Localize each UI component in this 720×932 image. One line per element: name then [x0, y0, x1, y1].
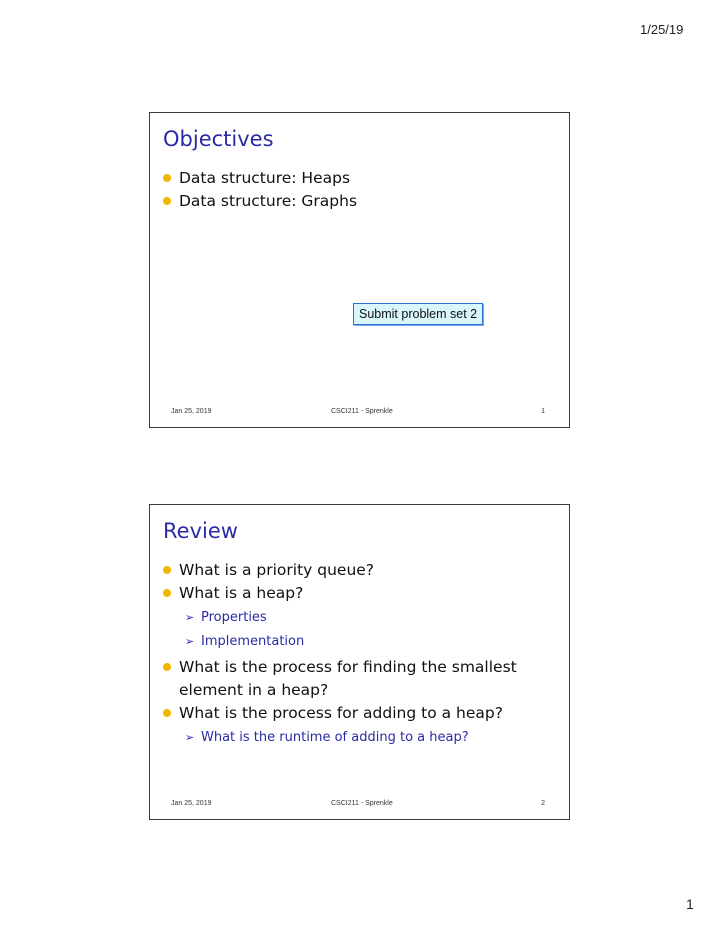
- bullet-item: What is a heap? ➢ Properties ➢ Implementation: [163, 582, 558, 654]
- sub-bullet-item: ➢ What is the runtime of adding to a heap?: [185, 726, 558, 750]
- sub-bullet-item: ➢ Properties: [185, 606, 558, 630]
- footer-date: Jan 25, 2019: [171, 800, 212, 807]
- bullet-dot-icon: [163, 663, 171, 671]
- bullet-item: Data structure: Graphs: [163, 190, 558, 213]
- slide-2: [149, 504, 570, 820]
- arrow-bullet-icon: ➢: [185, 611, 195, 624]
- bullet-dot-icon: [163, 589, 171, 597]
- footer-date: Jan 25, 2019: [171, 408, 212, 415]
- bullet-dot-icon: [163, 174, 171, 182]
- footer-slide-number: 1: [541, 408, 545, 415]
- submit-callout: Submit problem set 2: [353, 303, 483, 325]
- footer-course: CSCI211 - Sprenkle: [331, 800, 393, 807]
- page-number: 1: [686, 896, 694, 912]
- slide-title: Objectives: [163, 127, 274, 151]
- arrow-bullet-icon: ➢: [185, 635, 195, 648]
- slide-footer: [150, 800, 569, 810]
- slide-1: [149, 112, 570, 428]
- bullet-item: What is the process for finding the smallest element in a heap?: [163, 656, 558, 702]
- sub-bullet-list: [185, 726, 558, 750]
- slide-footer: [150, 408, 569, 418]
- bullet-dot-icon: [163, 709, 171, 717]
- page-date: 1/25/19: [640, 22, 684, 37]
- sub-bullet-item: ➢ Implementation: [185, 630, 558, 654]
- bullet-item: Data structure: Heaps: [163, 167, 558, 190]
- sub-bullet-list: [185, 606, 558, 654]
- arrow-bullet-icon: ➢: [185, 731, 195, 744]
- slide-title: Review: [163, 519, 238, 543]
- footer-slide-number: 2: [541, 800, 545, 807]
- bullet-item: What is the process for adding to a heap? ➢ What is the runtime of adding to a heap?: [163, 702, 558, 750]
- footer-course: CSCI211 - Sprenkle: [331, 408, 393, 415]
- bullet-dot-icon: [163, 197, 171, 205]
- bullet-dot-icon: [163, 566, 171, 574]
- bullet-list: [163, 559, 558, 752]
- bullet-list: [163, 167, 558, 213]
- bullet-item: What is a priority queue?: [163, 559, 558, 582]
